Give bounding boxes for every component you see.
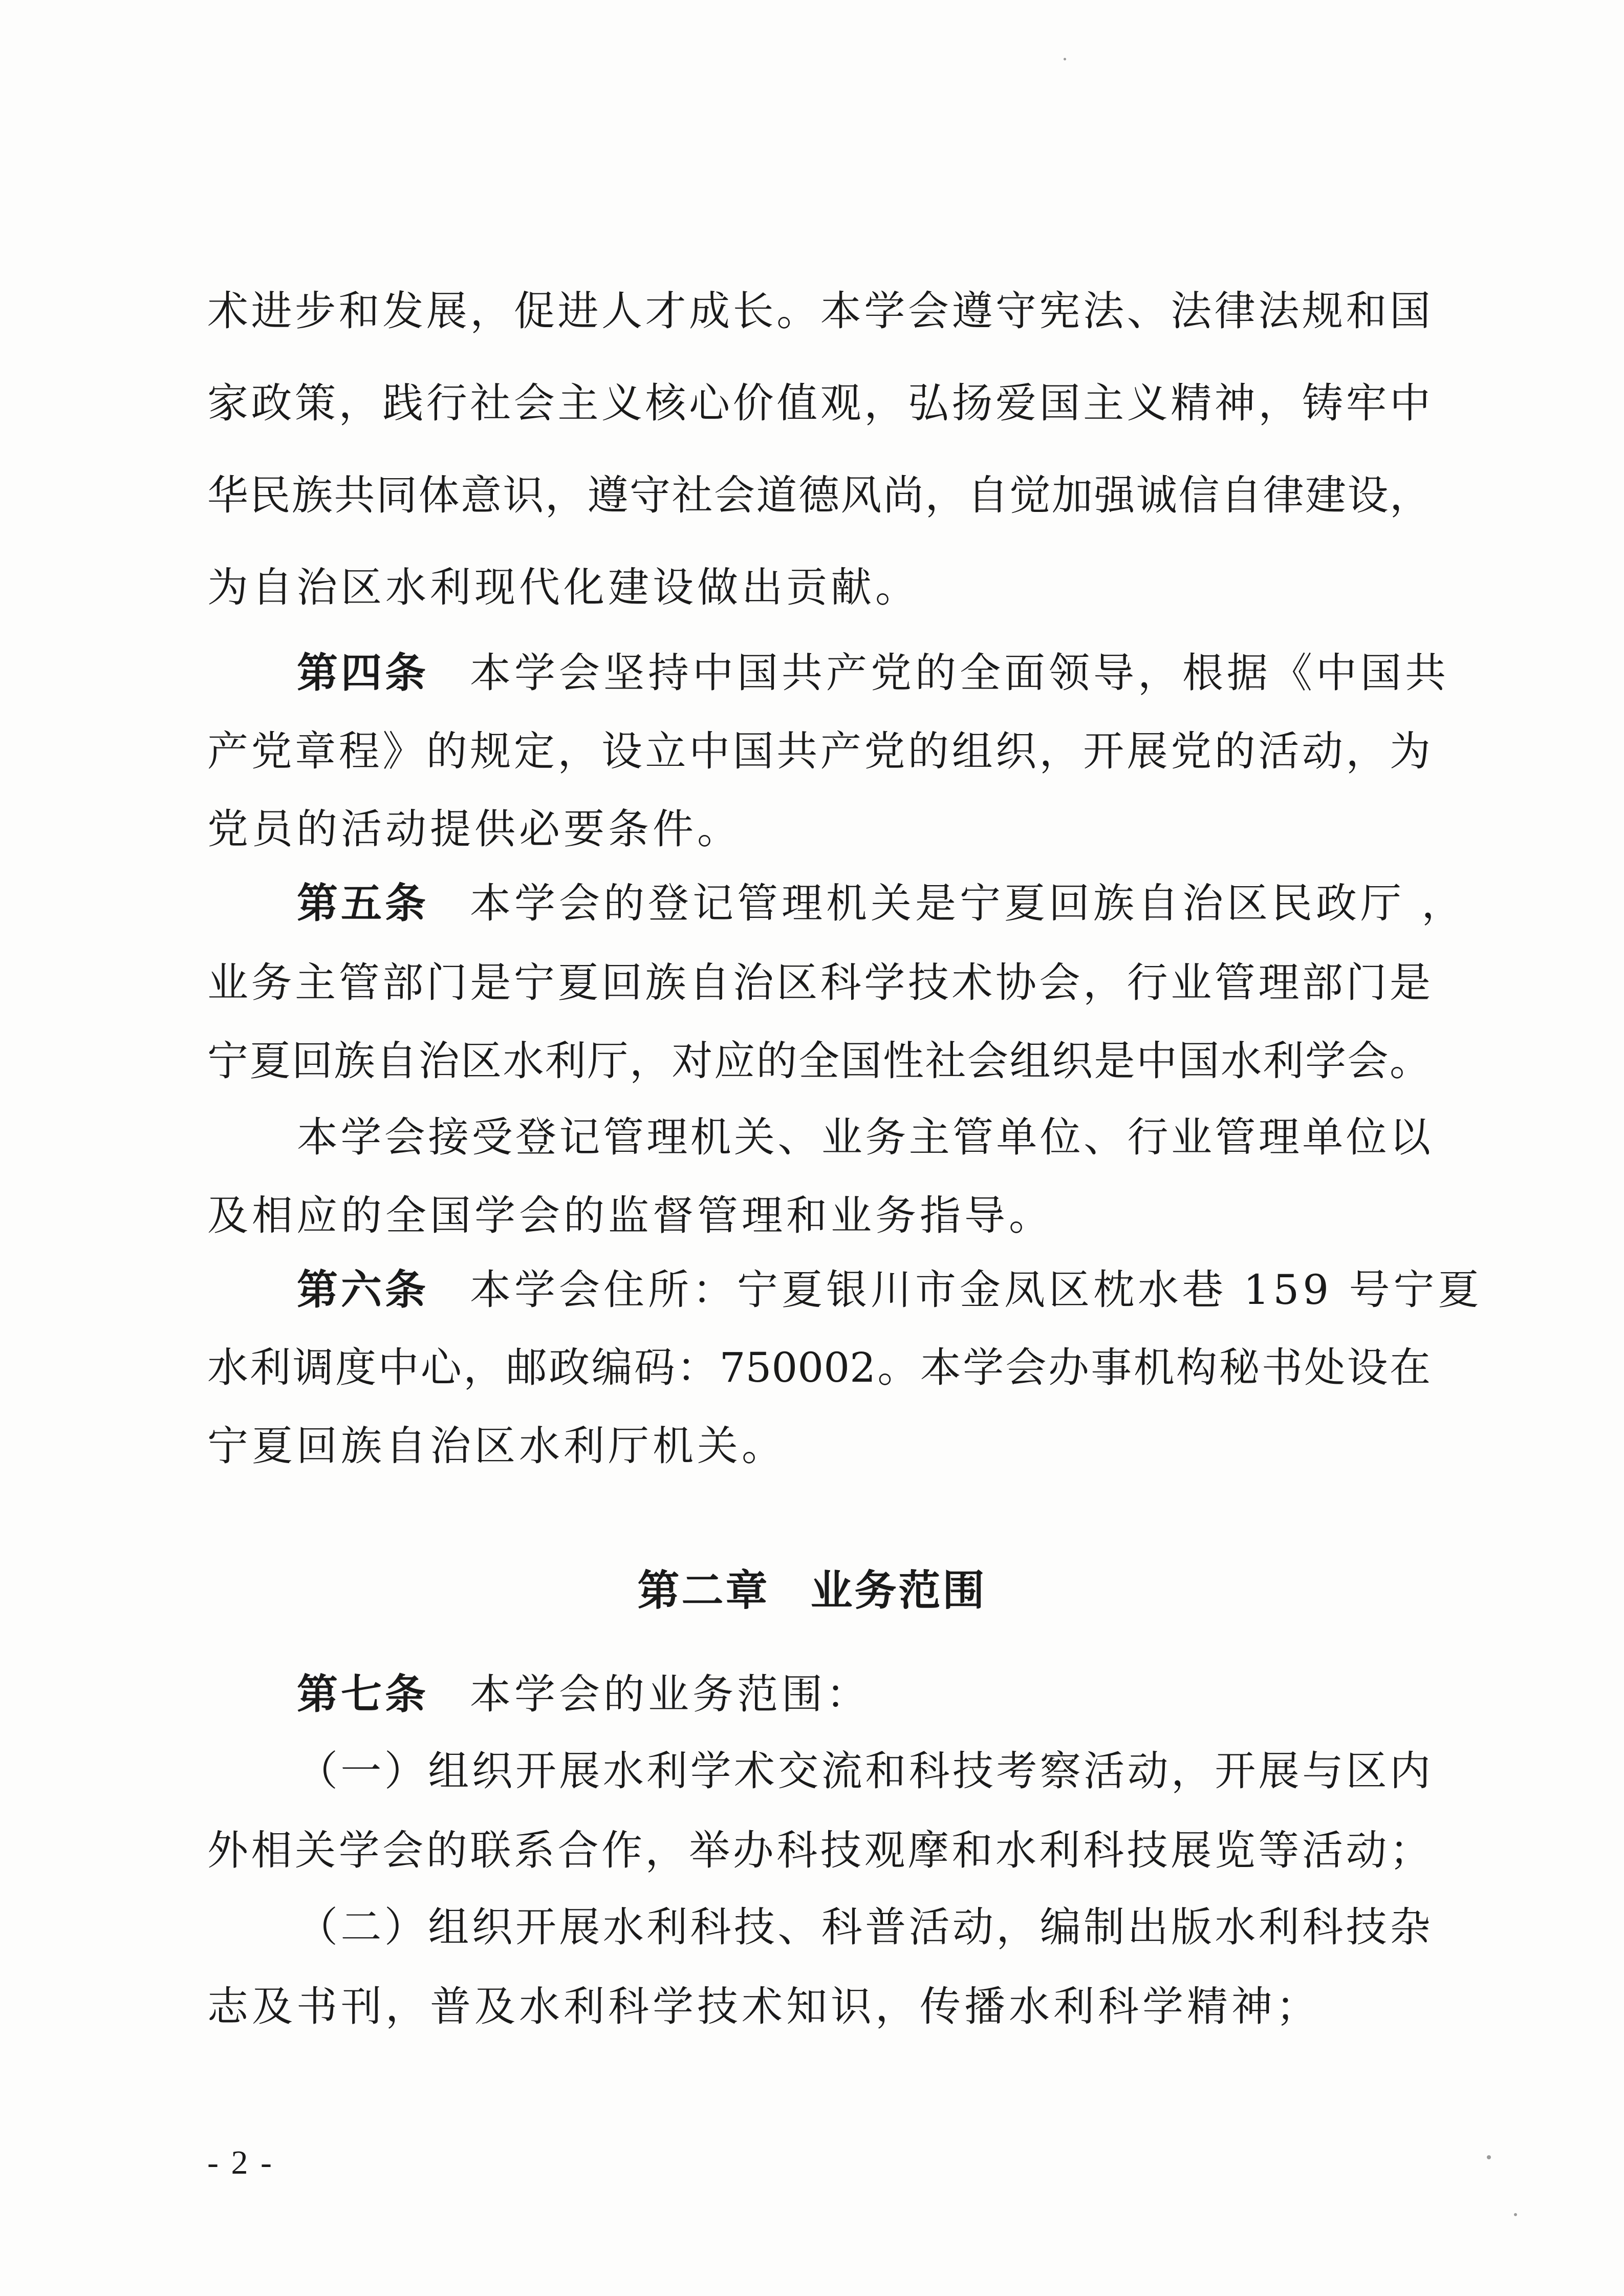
article-5-line: 第五条 本学会的登记管理机关是宁夏回族自治区民政厅 ， (297, 879, 1466, 927)
text-line: 及相应的全国学会的监督管理和业务指导。 (207, 1192, 1053, 1239)
article-7-line: 第七条 本学会的业务范围： (297, 1670, 871, 1718)
text-line: 产党章程》的规定，设立中国共产党的组织，开展党的活动，为 (207, 727, 1431, 775)
text-line: 宁夏回族自治区水利厅机关。 (207, 1422, 786, 1470)
article-4-line: 第四条 本学会坚持中国共产党的全面领导，根据《中国共 (297, 649, 1449, 697)
text-line: 外相关学会的联系合作，举办科技观摩和水利科技展览等活动； (207, 1827, 1431, 1874)
text-line: 华民族共同体意识，遵守社会道德风尚，自觉加强诚信自律建设， (207, 471, 1431, 519)
scan-speck (1064, 58, 1066, 60)
text-line: 家政策，践行社会主义核心价值观，弘扬爱国主义精神，铸牢中 (207, 379, 1431, 427)
text-line: （一）组织开展水利学术交流和科技考察活动，开展与区内 (297, 1747, 1431, 1795)
text-line: 党员的活动提供必要条件。 (207, 805, 742, 853)
chapter-heading (0, 1565, 1624, 1617)
article-6-label: 第六条 (297, 1266, 429, 1314)
text-line: 术进步和发展，促进人才成长。本学会遵守宪法、法律法规和国 (207, 287, 1431, 335)
article-4-label: 第四条 (297, 649, 429, 697)
scan-speck (1487, 2155, 1491, 2159)
text-line: 本学会接受登记管理机关、业务主管单位、行业管理单位以 (297, 1113, 1431, 1161)
chapter-number: 第二章 (637, 1567, 770, 1615)
text-line: （二）组织开展水利科技、科普活动，编制出版水利科技杂 (297, 1903, 1431, 1951)
page-number: - 2 - (207, 2144, 274, 2181)
scan-speck (1514, 2213, 1517, 2216)
article-5-label: 第五条 (297, 879, 429, 927)
article-7-label: 第七条 (297, 1670, 429, 1718)
text-line: 宁夏回族自治区水利厅，对应的全国性社会组织是中国水利学会。 (207, 1037, 1431, 1085)
text-line: 业务主管部门是宁夏回族自治区科学技术协会，行业管理部门是 (207, 959, 1431, 1006)
article-6-line: 第六条 本学会住所：宁夏银川市金凤区枕水巷 159 号宁夏 (297, 1266, 1483, 1314)
chapter-title: 业务范围 (810, 1567, 987, 1615)
text-line: 水利调度中心，邮政编码：750002。本学会办事机构秘书处设在 (207, 1344, 1431, 1391)
text-line: 为自治区水利现代化建设做出贡献。 (207, 564, 920, 611)
text-line: 志及书刊，普及水利科学技术知识，传播水利科学精神； (207, 1983, 1320, 2030)
